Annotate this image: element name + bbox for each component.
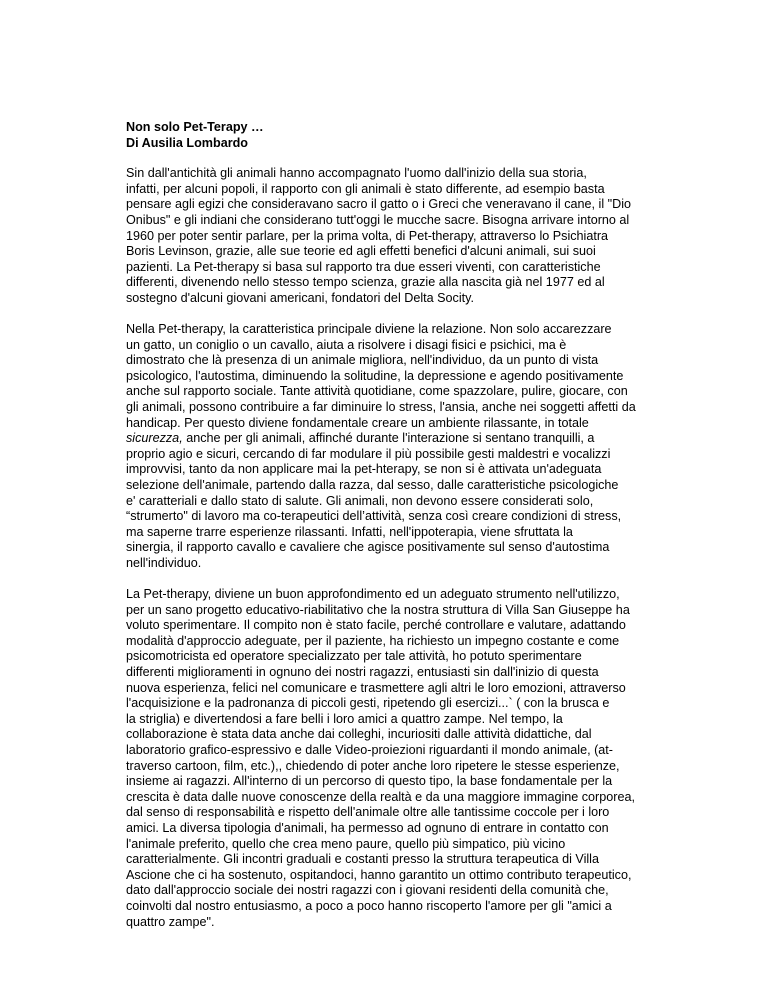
paragraph-3 (126, 587, 712, 930)
text-line: collaborazione è stata data anche dai colleghi, incuriositi dalle attività didattiche, dal (126, 727, 592, 742)
text-line: Boris Levinson, grazie, alle sue teorie ed agli effetti benefici d'alcuni animali, sui suoi (126, 244, 596, 259)
text-line: psicomotricista ed operatore specializzato per tale attività, ho potuto sperimentare (126, 649, 582, 664)
text-line: nell'individuo. (126, 555, 202, 570)
text-line: traverso cartoon, film, etc.),, chiedendo di poter anche loro ripetere le stesse esperienze, (126, 758, 620, 773)
text-line: ma saperne trarre esperienze rilassanti. Infatti, nell'ippoterapia, viene sfruttata la (126, 524, 573, 539)
text-line: dimostrato che là presenza di un animale migliora, nell'individuo, da un punto di vista (126, 353, 599, 368)
text-line: pensare agli egizi che consideravano sacro il gatto o i Greci che veneravano il cane, il "Dio (126, 197, 631, 212)
document-author: Di Ausilia Lombardo (126, 135, 248, 150)
text-line: Sin dall'antichità gli animali hanno accompagnato l'uomo dall'inizio della sua storia, (126, 166, 587, 181)
text-line: improvvisi, tanto da non applicare mai la pet-hterapy, se non si è attivata un'adeguata (126, 462, 602, 477)
title-block (126, 120, 712, 151)
text-line: infatti, per alcuni popoli, il rapporto con gli animali è stato differente, ad esempio basta (126, 181, 605, 196)
emphasis: sicurezza, (126, 431, 183, 446)
document-body (126, 166, 712, 930)
text-line: sostegno d'alcuni giovani americani, fondatori del Delta Socity. (126, 290, 474, 305)
text-line: modalità d'approccio adeguate, per il paziente, ha richiesto un impegno costante e come (126, 633, 620, 648)
text-line: Nella Pet-therapy, la caratteristica principale diviene la relazione. Non solo accarezzare (126, 322, 612, 337)
text-line: l'acquisizione e la padronanza di piccoli gesti, ripetendo gli esercizi...` ( con la brusca e (126, 696, 610, 711)
paragraph-1 (126, 166, 712, 306)
text-line: la striglia) e divertendosi a fare belli i loro amici a quattro zampe. Nel tempo, la (126, 711, 563, 726)
text-line: gli animali, possono contribuire a far diminuire lo stress, l'ansia, anche nei soggetti affetti da (126, 400, 636, 414)
text-line: per un sano progetto educativo-riabilitativo che la nostra struttura di Villa San Giuseppe ha (126, 602, 630, 617)
text-line: amici. La diversa tipologia d'animali, ha permesso ad ognuno di entrare in contatto con (126, 820, 609, 835)
text-line: differenti miglioramenti in ognuno dei nostri ragazzi, entusiasti sin dall'inizio di questa (126, 665, 599, 679)
text-line: anche sul rapporto sociale. Tante attività quotidiane, come spazzolare, pulire, giocare, con (126, 384, 628, 399)
text-line: crescita è data dalle nuove conoscenze della realtà e da una maggiore immagine corporea, (126, 789, 635, 804)
text-line: e' caratteriali e dallo stato di salute. Gli animali, non devono essere considerati solo, (126, 493, 594, 508)
text-line: handicap. Per questo diviene fondamentale creare un ambiente rilassante, in totale (126, 415, 589, 430)
text-line: nuova esperienza, felici nel comunicare e trasmettere agli altri le loro emozioni, attraverso (126, 680, 626, 695)
text-line: sinergia, il rapporto cavallo e cavaliere che agisce positivamente sul senso d'autostima (126, 540, 610, 555)
text-line: pazienti. La Pet-therapy si basa sul rapporto tra due esseri viventi, con caratteristiche (126, 259, 601, 274)
text-line: dato dall'approccio sociale dei nostri ragazzi con i giovani residenti della comunità che, (126, 883, 609, 898)
text-line: laboratorio grafico-espressivo e dalle Video-proiezioni riguardanti il mondo animale, (at- (126, 742, 613, 757)
paragraph-2 (126, 322, 712, 572)
text-line: un gatto, un coniglio o un cavallo, aiuta a risolvere i disagi fisici e psichici, ma è (126, 337, 567, 352)
text-line: voluto sperimentare. Il compito non è stato facile, perché controllare e valutare, adattando (126, 618, 626, 633)
document-title: Non solo Pet-Terapy … (126, 120, 264, 134)
text-line: caratterialmente. Gli incontri graduali e costanti presso la struttura terapeutica di Villa (126, 852, 599, 867)
text-line: Onibus" e gli indiani che considerano tutt'oggi le mucche sacre. Bisogna arrivare intorno al (126, 212, 630, 227)
text-line: proprio agio e sicuri, cercando di far modulare il più possibile gesti maldestri e vocalizzi (126, 446, 611, 461)
text-line: insieme ai ragazzi. All'interno di un percorso di questo tipo, la base fondamentale per la (126, 774, 613, 789)
text-line: 1960 per poter sentir parlare, per la prima volta, di Pet-therapy, attraverso lo Psichiatra (126, 228, 609, 243)
document-page (126, 120, 712, 946)
text-line: “strumerto" di lavoro ma co-terapeutici dell’attività, senza così creare condizioni di stress, (126, 509, 622, 524)
text-line: Ascione che ci ha sostenuto, ospitandoci, hanno garantito un ottimo contributo terapeutico, (126, 867, 632, 882)
text-line: l'animale preferito, quello che crea meno paure, quello più simpatico, più vicino (126, 836, 566, 851)
text-line: psicologico, l'autostima, diminuendo la solitudine, la depressione e agendo positivamente (126, 368, 624, 383)
text-line: dal senso di responsabilità e rispetto dell'animale oltre alle tantissime coccole per i loro (126, 805, 610, 820)
text-line: selezione dell'animale, partendo dalla razza, dal sesso, dalle caratteristiche psicologiche (126, 477, 619, 492)
text-line: coinvolti dal nostro entusiasmo, a poco a poco hanno riscoperto l'amore per gli "amici a (126, 898, 612, 913)
text-line: sicurezza, anche per gli animali, affinché durante l'interazione si sentano tranquilli, a (126, 431, 595, 446)
text-line: La Pet-therapy, diviene un buon approfondimento ed un adeguato strumento nell'utilizzo, (126, 587, 620, 602)
text-line: differenti, divenendo nello stesso tempo scienza, grazie alla nascita già nel 1977 ed al (126, 275, 605, 290)
text-line: quattro zampe". (126, 914, 215, 929)
